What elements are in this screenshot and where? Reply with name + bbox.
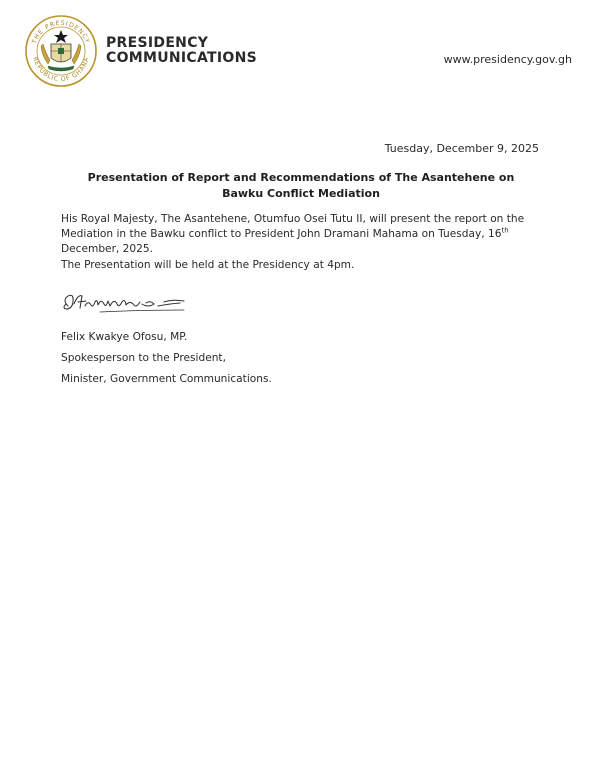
paragraph-announcement-part2: December, 2025. <box>61 243 153 255</box>
handwritten-signature-icon <box>60 290 190 316</box>
website-url: www.presidency.gov.gh <box>443 53 572 66</box>
document-date: Tuesday, December 9, 2025 <box>384 142 539 155</box>
signatory-role-spokesperson: Spokesperson to the President, <box>61 352 226 364</box>
signatory-name: Felix Kwakye Ofosu, MP. <box>61 331 188 343</box>
ordinal-suffix: th <box>501 226 509 235</box>
seal-text-top: THE PRESIDENCY <box>31 19 91 45</box>
document-title: Presentation of Report and Recommendations of The Asantehene on Bawku Conflict Mediation <box>87 171 515 200</box>
brand-wordmark <box>106 36 257 66</box>
brand-line-communications: COMMUNICATIONS <box>106 50 258 66</box>
brand-line-presidency: PRESIDENCY <box>106 35 209 51</box>
seal-text-bottom: REPUBLIC OF GHANA <box>31 56 91 84</box>
signatory-role-minister: Minister, Government Communications. <box>61 373 272 385</box>
paragraph-venue: The Presentation will be held at the Presidency at 4pm. <box>61 259 355 271</box>
paragraph-announcement-part1: His Royal Majesty, The Asantehene, Otumfuo Osei Tutu II, will present the report on the Mediation in the Bawku conflict to President John Dramani Mahama on Tuesday, 16 <box>61 213 525 240</box>
presidency-seal-icon <box>24 14 98 88</box>
paragraph-announcement <box>61 212 541 257</box>
